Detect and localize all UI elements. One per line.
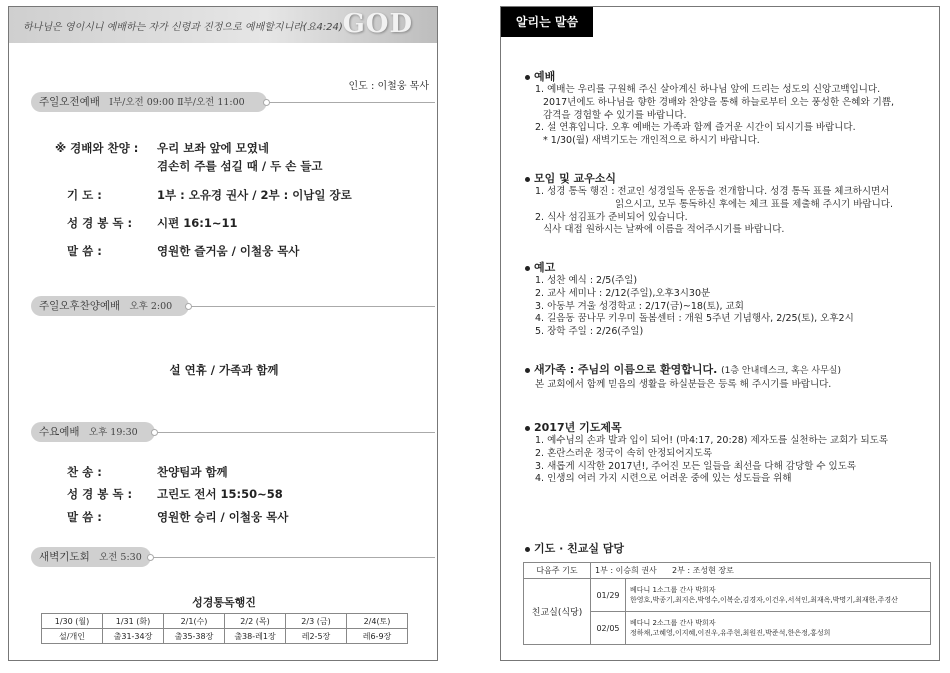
section-dot <box>263 99 270 106</box>
row-value: 겸손히 주를 섬길 때 / 두 손 들고 <box>157 159 323 173</box>
section-morning-worship <box>31 92 435 112</box>
morning-row-sermon <box>67 243 300 259</box>
block-line: 2. 설 연휴입니다. 오후 예배는 가족과 함께 즐거운 시간이 되시기를 바랍니다. <box>535 122 856 134</box>
bullet-icon <box>525 368 530 373</box>
bullet-icon <box>525 177 530 182</box>
schedule-date: 2/2 (목) <box>225 614 286 629</box>
section-title: 수요예배 <box>39 426 80 438</box>
section-dot <box>147 554 154 561</box>
block-line: 2. 교사 세미나 : 2/12(주일),오후3시30분 <box>535 287 711 299</box>
bullet-icon <box>525 426 530 431</box>
schedule-reading: 출38-레1장 <box>225 629 286 644</box>
section-divider <box>155 432 435 433</box>
schedule-reading: 레6-9장 <box>347 629 408 644</box>
duty-date: 02/05 <box>591 612 626 645</box>
section-time: 오후 19:30 <box>88 427 138 438</box>
notice-worship <box>525 69 935 148</box>
right-page <box>500 6 940 661</box>
block-line: * 1/30(월) 새벽기도는 개인적으로 하시기 바랍니다. <box>543 135 760 147</box>
block-heading-sub: (1층 안내데스크, 혹은 사무실) <box>721 366 841 376</box>
schedule-date-row <box>42 614 408 629</box>
section-title: 주일오후찬양예배 <box>39 300 121 312</box>
row-label: 찬 송 : <box>67 465 102 479</box>
section-pill <box>31 547 151 567</box>
schedule-date: 1/31 (화) <box>103 614 164 629</box>
row-label: ※ 경배와 찬양 : <box>55 141 139 155</box>
section-pill <box>31 296 189 316</box>
left-page <box>8 6 438 661</box>
notice-prayer-topics <box>525 420 935 486</box>
header-banner <box>9 7 437 43</box>
block-line: 4. 인생의 여러 가지 시련으로 어려운 중에 있는 성도들을 위해 <box>535 473 792 485</box>
notice-meeting <box>525 171 935 237</box>
block-line: 4. 길음동 꿈나무 키우미 돌봄센터 : 개원 5주년 기념행사, 2/25(토), 오후2시 <box>535 313 854 325</box>
block-heading: 모임 및 교우소식 <box>534 172 617 185</box>
presider: 인도 : 이철웅 목사 <box>348 81 429 92</box>
section-time: Ⅰ부/오전 09:00 Ⅱ부/오전 11:00 <box>109 97 245 108</box>
schedule-reading: 설/개인 <box>42 629 103 644</box>
morning-row-reading <box>67 215 238 231</box>
duty-entry <box>626 579 931 612</box>
block-heading: 예배 <box>534 70 556 83</box>
wednesday-row-sermon <box>67 509 289 525</box>
section-afternoon-worship <box>31 296 435 316</box>
duty-entry <box>626 612 931 645</box>
notice-newcomer <box>525 362 935 392</box>
block-line: 2017년에도 하나님을 향한 경배와 찬양을 통해 하늘로부터 오는 풍성한 은혜와 기쁨, <box>543 96 895 108</box>
block-line: 감격을 경험할 수 있기를 바랍니다. <box>543 109 687 121</box>
row-value: 영원한 승리 / 이철웅 목사 <box>157 510 289 524</box>
block-heading: 새가족 : 주님의 이름으로 환영합니다. <box>534 363 718 376</box>
schedule-date: 2/3 (금) <box>286 614 347 629</box>
schedule-date: 1/30 (월) <box>42 614 103 629</box>
block-line: 2. 혼란스러운 정국이 속히 안정되어지도록 <box>535 447 713 459</box>
wednesday-row-reading <box>67 486 283 502</box>
section-dot <box>185 303 192 310</box>
afternoon-note: 설 연휴 / 가족과 함께 <box>169 363 279 377</box>
bible-reading-schedule <box>41 613 408 644</box>
banner-verse: 하나님은 영이시니 예배하는 자가 신령과 진정으로 예배할지니라(요4:24) <box>23 22 343 33</box>
section-time: 오후 2:00 <box>129 301 173 312</box>
block-line: 1. 예배는 우리를 구원해 주신 살아계신 하나님 앞에 드리는 성도의 신앙고백입니다. <box>535 84 881 95</box>
schedule-date: 2/1(수) <box>164 614 225 629</box>
duty-next-row <box>524 563 931 579</box>
morning-row-praise <box>55 140 269 156</box>
section-title: 새벽기도회 <box>39 551 90 563</box>
block-line: 읽으시고, 모두 통독하신 후에는 체크 표를 제출해 주시기 바랍니다. <box>615 198 893 210</box>
duty-label: 다음주 기도 <box>524 563 591 579</box>
bullet-icon <box>525 266 530 271</box>
schedule-reading-row <box>42 629 408 644</box>
notice-title: 알리는 말씀 <box>501 7 593 37</box>
row-value: 고린도 전서 15:50~58 <box>157 487 283 501</box>
block-line: 5. 장학 주일 : 2/26(주일) <box>535 326 644 338</box>
row-label: 말 씀 : <box>67 510 102 524</box>
schedule-reading: 출31-34장 <box>103 629 164 644</box>
block-heading: 2017년 기도제목 <box>534 421 622 434</box>
row-value: 영원한 즐거움 / 이철웅 목사 <box>157 244 300 258</box>
block-line: 식사 대접 원하시는 날짜에 이름을 적어주시기를 바랍니다. <box>543 224 785 236</box>
section-divider <box>151 557 435 558</box>
schedule-reading: 레2-5장 <box>286 629 347 644</box>
block-line: 3. 아동부 겨울 성경학교 : 2/17(금)~18(토), 교회 <box>535 300 744 312</box>
row-value: 우리 보좌 앞에 모였네 <box>157 141 269 155</box>
section-pill <box>31 422 155 442</box>
notice-duty <box>525 541 935 556</box>
block-heading: 예고 <box>534 261 556 274</box>
row-label: 말 씀 : <box>67 244 102 258</box>
duty-fellowship-row <box>524 579 931 612</box>
duty-value: 1부 : 이승희 권사 2부 : 조성현 장로 <box>591 563 931 579</box>
duty-table <box>523 562 931 645</box>
section-title: 주일오전예배 <box>39 96 100 108</box>
block-line: 1. 예수님의 손과 발과 입이 되어! (마4:17, 20:28) 제자도를 실천하는 교회가 되도록 <box>535 435 889 446</box>
duty-group: 베다니 2소그룹 간사 박희자 <box>630 619 716 627</box>
schedule-date: 2/4(토) <box>347 614 408 629</box>
section-pill <box>31 92 267 112</box>
bullet-icon <box>525 547 530 552</box>
section-wednesday-worship <box>31 422 435 442</box>
row-value: 찬양팀과 함께 <box>157 465 228 479</box>
bullet-icon <box>525 75 530 80</box>
notice-upcoming <box>525 260 935 339</box>
duty-label: 친교실(식당) <box>524 579 591 645</box>
section-divider <box>267 102 435 103</box>
section-dot <box>151 429 158 436</box>
schedule-reading: 출35-38장 <box>164 629 225 644</box>
block-heading: 기도 · 친교실 담당 <box>534 542 625 555</box>
block-line: 1. 성경 통독 행진 : 전교인 성경일독 운동을 전개합니다. 성경 통독 표를 체크하시면서 <box>535 186 890 197</box>
god-logo: GOD <box>342 9 413 39</box>
block-line: 2. 식사 섬김표가 준비되어 있습니다. <box>535 211 688 223</box>
section-divider <box>189 306 435 307</box>
row-label: 기 도 : <box>67 188 102 202</box>
duty-names: 한영호,박종기,최지은,박영수,이복순,김경자,이건우,서석인,최재옥,박명기,최재한,주경산 <box>630 596 898 604</box>
row-value: 시편 16:1~11 <box>157 216 238 230</box>
duty-group: 베다니 1소그룹 간사 박희자 <box>630 586 716 594</box>
row-value: 1부 : 오유경 권사 / 2부 : 이남일 장로 <box>157 188 352 202</box>
section-time: 오전 5:30 <box>99 552 142 563</box>
schedule-title: 성경통독행진 <box>192 596 256 609</box>
row-label: 성 경 봉 독 : <box>67 487 133 501</box>
row-label: 성 경 봉 독 : <box>67 216 133 230</box>
block-line: 3. 새롭게 시작한 2017년!, 주어진 모든 일들을 최선을 다해 감당할 수 있도록 <box>535 460 857 472</box>
block-line: 본 교회에서 함께 믿음의 생활을 하실분들은 등록 해 주시기를 바랍니다. <box>535 379 832 390</box>
duty-date: 01/29 <box>591 579 626 612</box>
morning-row-prayer <box>67 187 352 203</box>
duty-names: 정하채,고혜영,이지혜,이진우,유주현,최원진,박준석,한은정,홍성희 <box>630 629 831 637</box>
block-line: 1. 성찬 예식 : 2/5(주일) <box>535 275 638 286</box>
section-dawn-prayer <box>31 547 435 567</box>
wednesday-row-hymn <box>67 464 228 480</box>
